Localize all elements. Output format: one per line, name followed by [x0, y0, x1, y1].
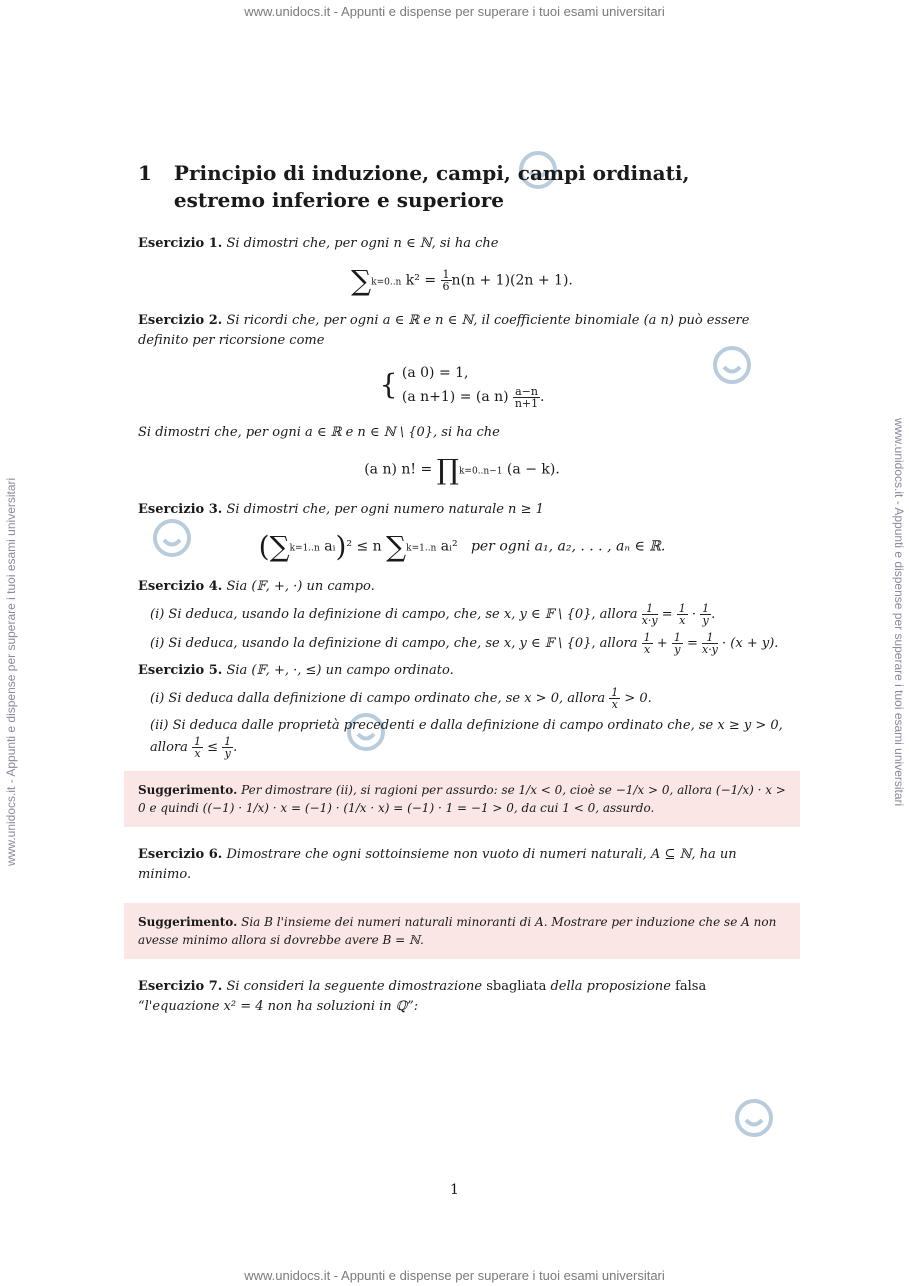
exercise-4-item-1: (i) Si deduca, usando la definizione di campo, che, se x, y ∈ 𝔽 \ {0}, allora $\frac{1}{x\cdot y}$ = $\frac{1}{x}$ · $\frac{1}{y}$ .: [150, 602, 716, 627]
page-number: 1: [450, 1182, 459, 1198]
exercise-5-items: [150, 687, 786, 759]
exercise-5-item-2: (ii) Si deduca dalle proprietà precedenti e dalla definizione di campo ordinato che, se x ≥ y > 0, allora $\frac{1}{x}$ ≤ $\frac{1}{y}$ .: [150, 718, 783, 760]
exercise-2-claim: Si dimostri che, per ogni a ∈ ℝ e n ∈ ℕ \ {0}, si ha che: [138, 425, 500, 440]
watermark-left: www.unidocs.it - Appunti e dispense per superare i tuoi esami universitari: [4, 477, 18, 866]
exercise-2: Esercizio 2. Si ricordi che, per ogni a ∈ ℝ e n ∈ ℕ, il coefficiente binomiale (a n) può essere definito per ricorsione come: [138, 313, 750, 348]
formula-cauchy-schwarz: (∑k=1..n aᵢ)² ≤ n ∑k=1..n aᵢ² per ogni a₁, a₂, . . . , aₙ ∈ ℝ.: [258, 530, 666, 563]
exercise-6: Esercizio 6. Dimostrare che ogni sottoinsieme non vuoto di numeri naturali, A ⊆ ℕ, ha un minimo.: [138, 847, 737, 882]
exercise-3: Esercizio 3. Si dimostri che, per ogni numero naturale n ≥ 1: [138, 502, 544, 517]
formula-binomial-product: (a n) n! = ∏k=0..n−1 (a − k).: [364, 453, 560, 486]
exercise-5-item-1: (i) Si deduca dalla definizione di campo ordinato che, se x > 0, allora $\frac{1}{x}$ > 0.: [150, 686, 652, 711]
watermark-top: www.unidocs.it - Appunti e dispense per superare i tuoi esami universitari: [244, 4, 665, 19]
formula-sum-squares: ∑k=0..n k² = $\frac{1}{6}$ n(n + 1)(2n + 1).: [351, 264, 573, 297]
exercise-1: Esercizio 1. Si dimostri che, per ogni n ∈ ℕ, si ha che: [138, 236, 499, 251]
exercise-5: Esercizio 5. Sia (𝔽, +, ·, ≤) un campo ordinato.: [138, 663, 454, 678]
exercise-7: Esercizio 7. Si consideri la seguente dimostrazione sbagliata della proposizione falsa “l'equazione x² = 4 non ha soluzioni in ℚ”:: [138, 979, 707, 1014]
exercise-4-item-2: (i) Si deduca, usando la definizione di campo, che, se x, y ∈ 𝔽 \ {0}, allora $\frac{1}{x}$ + $\frac{1}{y}$ = $\frac{1}{x\cdot y}$ · (x + y).: [150, 631, 779, 656]
formula-binomial-recursion: { (a 0) = 1, (a n+1) = (a n) $\frac{a-n}{n+1}$ .: [379, 365, 545, 410]
section-title: Principio di induzione, campi, campi ordinati, estremo inferiore e superiore: [173, 161, 690, 212]
document-body: [138, 160, 786, 1017]
section-heading: [138, 160, 786, 214]
watermark-bottom: www.unidocs.it - Appunti e dispense per superare i tuoi esami universitari: [244, 1268, 665, 1283]
watermark-right: www.unidocs.it - Appunti e dispense per superare i tuoi esami universitari: [892, 418, 906, 807]
exercise-4: Esercizio 4. Sia (𝔽, +, ·) un campo.: [138, 579, 375, 594]
hint-box-2: Suggerimento. Sia B l'insieme dei numeri naturali minoranti di A. Mostrare per induzione che se A non avesse minimo allora si dovrebbe avere B = ℕ.: [124, 903, 800, 959]
hint-box-1: Suggerimento. Per dimostrare (ii), si ragioni per assurdo: se 1/x < 0, cioè se −1/x > 0, allora (−1/x) · x > 0 e quindi ((−1) · 1/x) · x = (−1) · (1/x · x) = (−1) · 1 = −1 > 0, da cui 1 < 0, assurdo.: [124, 771, 800, 827]
section-number: 1: [138, 161, 152, 185]
watermark-logo-icon: [734, 1098, 774, 1138]
exercise-4-items: [150, 603, 786, 655]
